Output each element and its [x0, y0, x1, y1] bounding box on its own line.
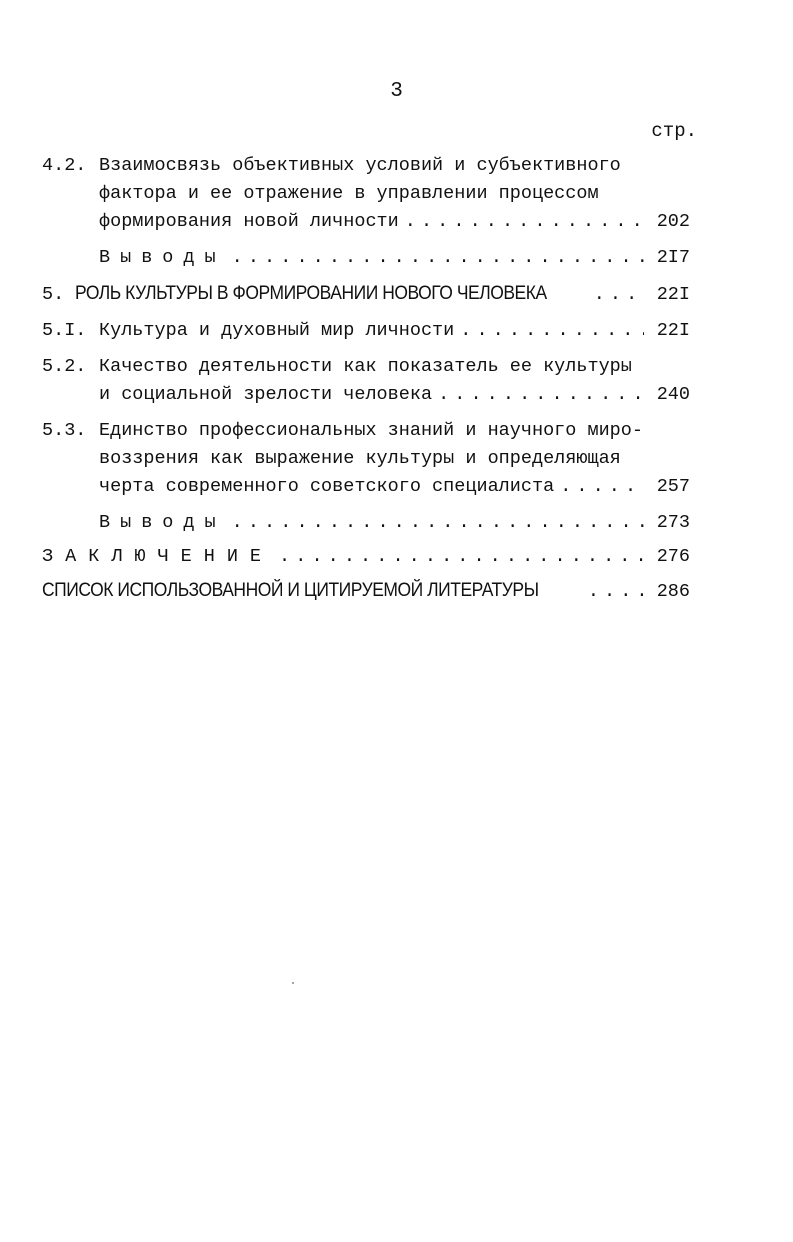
- entry-title-line-2: фактора и ее отражение в управлении процессом: [99, 183, 599, 204]
- page-ref: 273: [656, 512, 690, 533]
- scan-speck: [292, 982, 294, 984]
- section-number: 5.3.: [42, 420, 87, 441]
- toc-entry-conclusion: [42, 543, 690, 571]
- toc-entry-conclusions-5: [42, 509, 690, 537]
- page-number: 3: [390, 80, 403, 103]
- entry-title-line-2: и социальной зрелости человека: [99, 384, 433, 405]
- page-ref: 2I7: [656, 247, 690, 268]
- leader-dots: [232, 244, 644, 272]
- table-of-contents: [42, 152, 690, 614]
- entry-title: ЗАКЛЮЧЕНИЕ: [42, 546, 274, 567]
- entry-title: СПИСОК ИСПОЛЬЗОВАННОЙ И ЦИТИРУЕМОЙ ЛИТЕРАТУРЫ: [42, 580, 539, 601]
- leader-dots: [438, 381, 644, 409]
- page-ref: 202: [656, 211, 690, 232]
- toc-entry-4-2: [42, 152, 690, 236]
- entry-title-line-3: черта современного советского специалиста: [99, 476, 555, 497]
- section-number: 5.2.: [42, 356, 87, 377]
- page-ref: 22I: [656, 284, 690, 305]
- toc-entry-conclusions-4: [42, 244, 690, 272]
- page-ref: 286: [656, 581, 690, 602]
- leader-dots: [279, 543, 644, 571]
- chapter-title: РОЛЬ КУЛЬТУРЫ В ФОРМИРОВАНИИ НОВОГО ЧЕЛОВЕКА: [75, 283, 547, 304]
- leader-dots: [588, 578, 644, 606]
- toc-entry-5-2: [42, 353, 690, 409]
- toc-entry-5-3: [42, 417, 690, 501]
- leader-dots: [405, 208, 644, 236]
- entry-title-line-1: Единство профессиональных знаний и научного миро-: [99, 420, 643, 441]
- section-number: 5.: [42, 284, 65, 305]
- entry-title-line-2: воззрения как выражение культуры и определяющая: [99, 448, 621, 469]
- page-ref: 22I: [656, 320, 690, 341]
- leader-dots: [232, 509, 644, 537]
- page-ref: 276: [656, 546, 690, 567]
- entry-title: Выводы: [99, 247, 226, 268]
- entry-title: Культура и духовный мир личности: [99, 320, 455, 341]
- leader-dots: [594, 281, 644, 309]
- entry-title: Выводы: [99, 512, 226, 533]
- leader-dots: [460, 317, 644, 345]
- page-ref: 240: [656, 384, 690, 405]
- toc-entry-5-1: [42, 317, 690, 345]
- toc-entry-bibliography: [42, 577, 690, 606]
- section-number: 4.2.: [42, 155, 87, 176]
- page-ref: 257: [656, 476, 690, 497]
- pages-column-header: стр.: [651, 120, 697, 142]
- entry-title-line-1: Качество деятельности как показатель ее культуры: [99, 356, 632, 377]
- entry-title-line-1: Взаимосвязь объективных условий и субъективного: [99, 155, 621, 176]
- toc-entry-5: [42, 280, 690, 309]
- leader-dots: [560, 473, 644, 501]
- entry-title-line-3: формирования новой личности: [99, 211, 399, 232]
- section-number: 5.I.: [42, 320, 87, 341]
